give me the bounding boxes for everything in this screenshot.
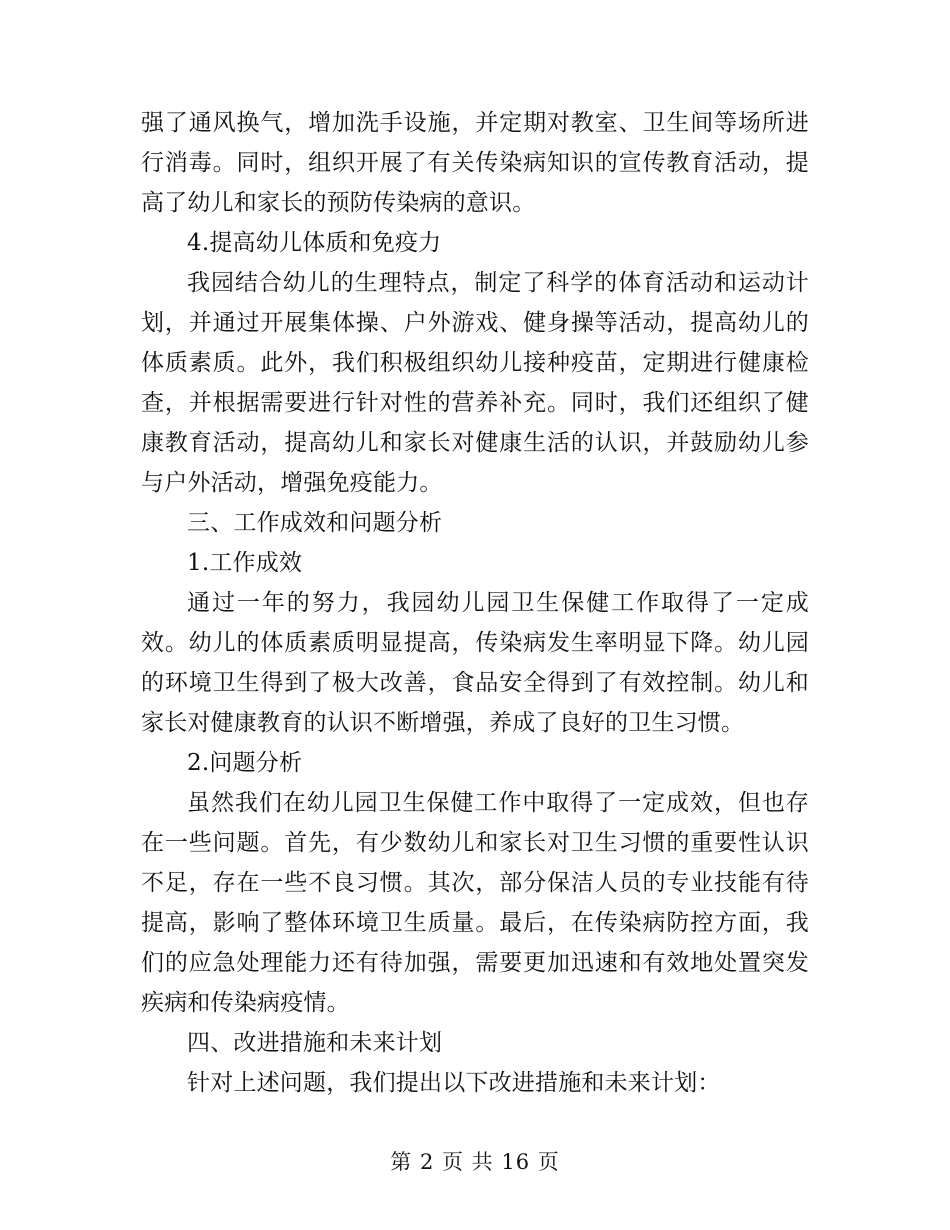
paragraph: 强了通风换气，增加洗手设施，并定期对教室、卫生间等场所进行消毒。同时，组织开展了有关传染病知识的宣传教育活动，提高了幼儿和家长的预防传染病的意识。 <box>141 110 809 216</box>
paragraph: 针对上述问题，我们提出以下改进措施和未来计划： <box>187 1070 721 1096</box>
section-heading: 1.工作成效 <box>187 550 303 576</box>
paragraph: 虽然我们在幼儿园卫生保健工作中取得了一定成效，但也存在一些问题。首先，有少数幼儿和家长对卫生习惯的重要性认识不足，存在一些不良习惯。其次，部分保洁人员的专业技能有待提高，影响了整体环境卫生质量。最后，在传染病防控方面，我们的应急处理能力还有待加强，需要更加迅速和有效地处置突发疾病和传染病疫情。 <box>141 790 809 1016</box>
section-heading: 三、工作成效和问题分析 <box>187 510 443 536</box>
paragraph: 通过一年的努力，我园幼儿园卫生保健工作取得了一定成效。幼儿的体质素质明显提高，传染病发生率明显下降。幼儿园的环境卫生得到了极大改善，食品安全得到了有效控制。幼儿和家长对健康教育的认识不断增强，养成了良好的卫生习惯。 <box>141 590 809 736</box>
document-body <box>141 103 809 1103</box>
section-heading: 4.提高幼儿体质和免疫力 <box>187 230 442 256</box>
section-heading: 2.问题分析 <box>187 750 303 776</box>
paragraph: 我园结合幼儿的生理特点，制定了科学的体育活动和运动计划，并通过开展集体操、户外游戏、健身操等活动，提高幼儿的体质素质。此外，我们积极组织幼儿接种疫苗，定期进行健康检查，并根据需要进行针对性的营养补充。同时，我们还组织了健康教育活动，提高幼儿和家长对健康生活的认识，并鼓励幼儿参与户外活动，增强免疫能力。 <box>141 270 809 496</box>
page-footer: 第 2 页 共 16 页 <box>390 1150 560 1174</box>
section-heading: 四、改进措施和未来计划 <box>187 1030 443 1056</box>
